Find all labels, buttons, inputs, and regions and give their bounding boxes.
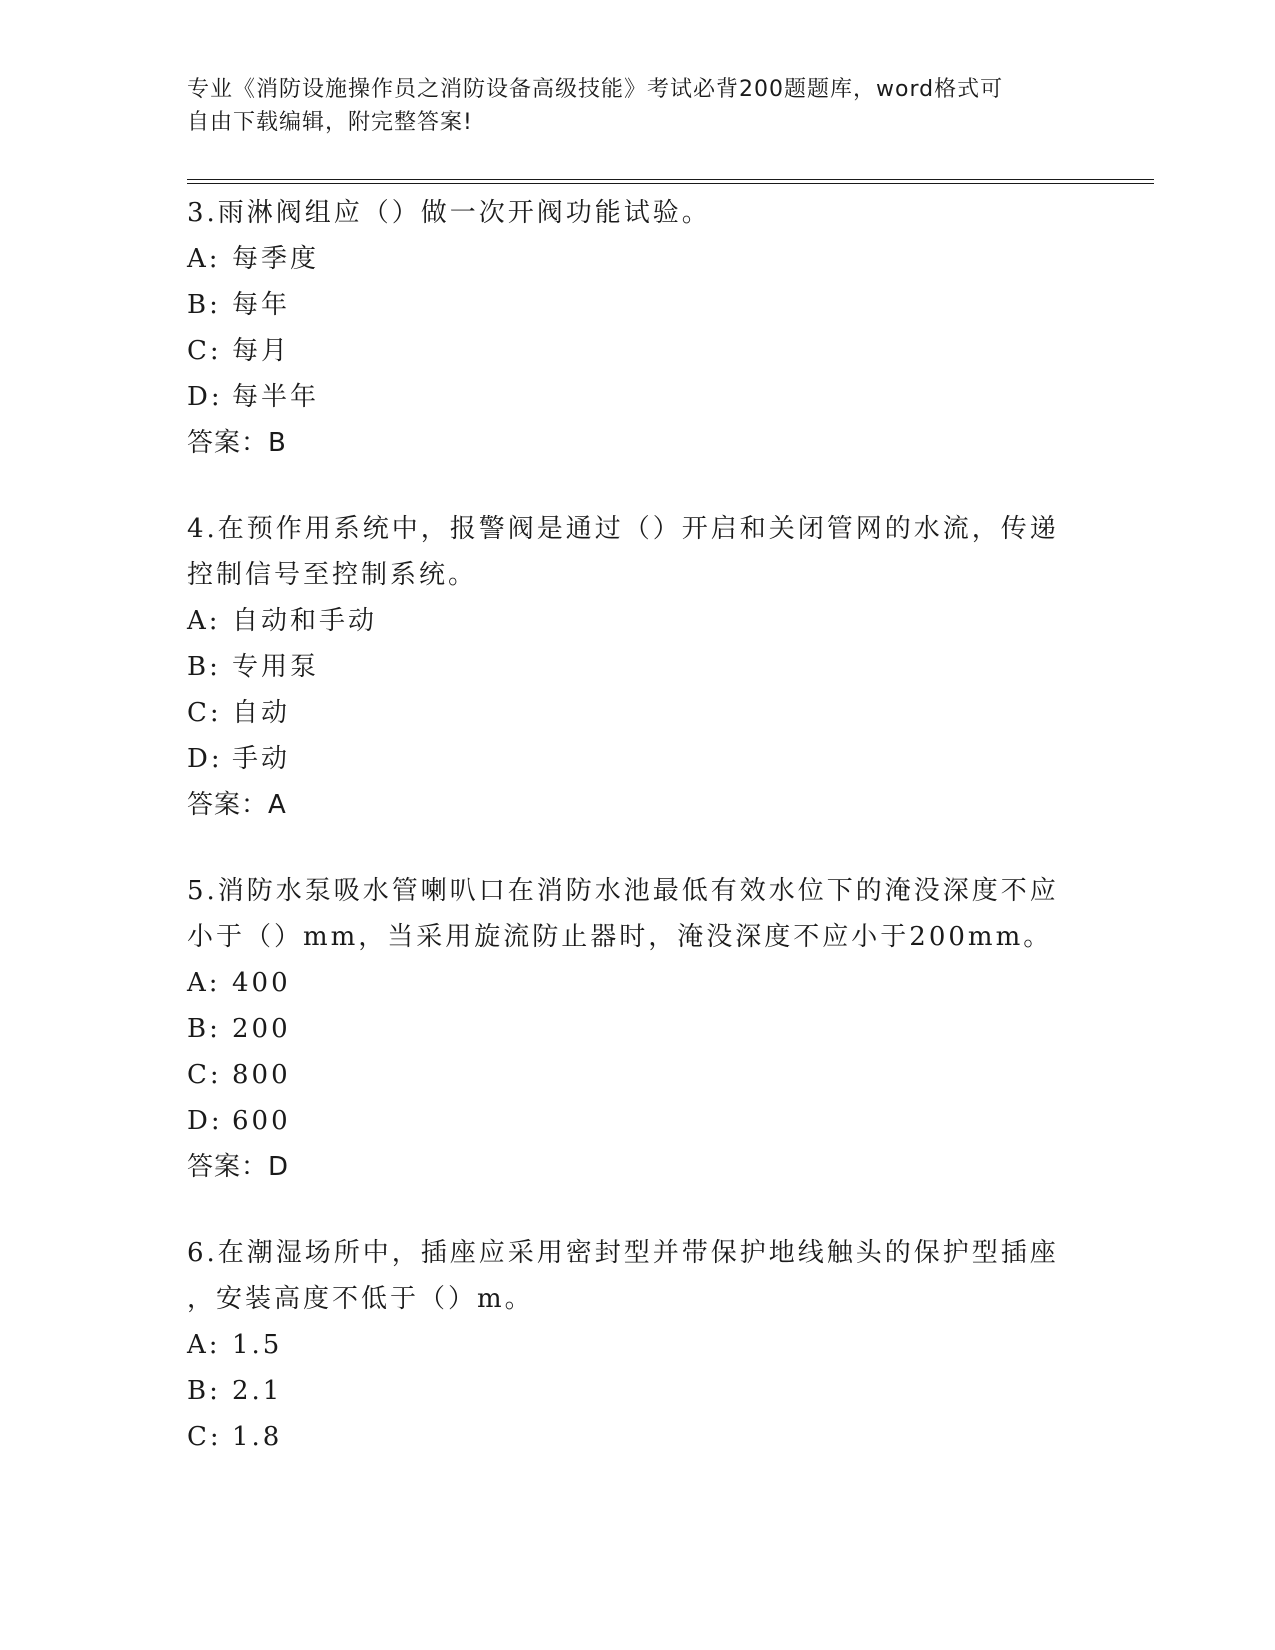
option-text: 400 (232, 968, 291, 998)
question-list (187, 190, 1087, 1500)
option-text: 自动 (232, 698, 291, 728)
question-text-continued: 控制信号至控制系统。 (187, 560, 478, 590)
question-text: 6.在潮湿场所中，插座应采用密封型并带保护地线触头的保护型插座 (187, 1238, 1059, 1268)
header-line-2: 自由下载编辑，附完整答案! (187, 110, 473, 135)
answer-line: 答案：D (187, 1152, 290, 1182)
option-text: 每月 (232, 336, 291, 366)
option-b (187, 282, 1087, 328)
answer-line: 答案：B (187, 428, 287, 458)
option-b (187, 1368, 1087, 1414)
option-text: 200 (232, 1014, 291, 1044)
option-letter: A: (187, 244, 221, 274)
option-d (187, 1098, 1087, 1144)
option-letter: D: (187, 382, 223, 412)
option-b (187, 1006, 1087, 1052)
option-letter: C: (187, 1422, 222, 1452)
option-a (187, 598, 1087, 644)
option-text: 1.8 (232, 1422, 283, 1452)
option-a (187, 236, 1087, 282)
question-4 (187, 506, 1087, 828)
question-text: 3.雨淋阀组应（）做一次开阀功能试验。 (187, 198, 711, 228)
header-divider-top (187, 179, 1154, 180)
option-text: 专用泵 (232, 652, 320, 682)
header-divider-bottom (187, 183, 1154, 184)
option-c (187, 690, 1087, 736)
option-text: 2.1 (232, 1376, 283, 1406)
option-text: 800 (232, 1060, 291, 1090)
option-text: 每半年 (232, 382, 320, 412)
option-letter: B: (187, 652, 221, 682)
question-6 (187, 1230, 1087, 1460)
document-header (187, 73, 1067, 139)
option-text: 手动 (232, 744, 291, 774)
option-a (187, 960, 1087, 1006)
option-letter: C: (187, 1060, 222, 1090)
option-c (187, 328, 1087, 374)
header-line-1: 专业《消防设施操作员之消防设备高级技能》考试必背200题题库，word格式可 (187, 77, 1004, 102)
question-5 (187, 868, 1087, 1190)
option-d (187, 736, 1087, 782)
option-text: 每年 (232, 290, 291, 320)
option-letter: A: (187, 968, 221, 998)
option-text: 1.5 (232, 1330, 283, 1360)
option-text: 600 (232, 1106, 291, 1136)
question-text-continued: ，安装高度不低于（）m。 (187, 1284, 534, 1314)
option-letter: B: (187, 290, 221, 320)
option-letter: C: (187, 698, 222, 728)
option-c (187, 1052, 1087, 1098)
option-a (187, 1322, 1087, 1368)
option-d (187, 374, 1087, 420)
option-letter: B: (187, 1376, 221, 1406)
question-text-continued: 小于（）mm，当采用旋流防止器时，淹没深度不应小于200mm。 (187, 922, 1053, 952)
option-b (187, 644, 1087, 690)
answer-line: 答案：A (187, 790, 287, 820)
question-3 (187, 190, 1087, 466)
option-letter: D: (187, 744, 223, 774)
option-letter: D: (187, 1106, 223, 1136)
option-c (187, 1414, 1087, 1460)
question-text: 5.消防水泵吸水管喇叭口在消防水池最低有效水位下的淹没深度不应 (187, 876, 1059, 906)
option-text: 每季度 (232, 244, 320, 274)
option-letter: C: (187, 336, 222, 366)
option-letter: A: (187, 1330, 221, 1360)
option-letter: A: (187, 606, 221, 636)
option-letter: B: (187, 1014, 221, 1044)
question-text: 4.在预作用系统中，报警阀是通过（）开启和关闭管网的水流，传递 (187, 514, 1059, 544)
option-text: 自动和手动 (232, 606, 378, 636)
